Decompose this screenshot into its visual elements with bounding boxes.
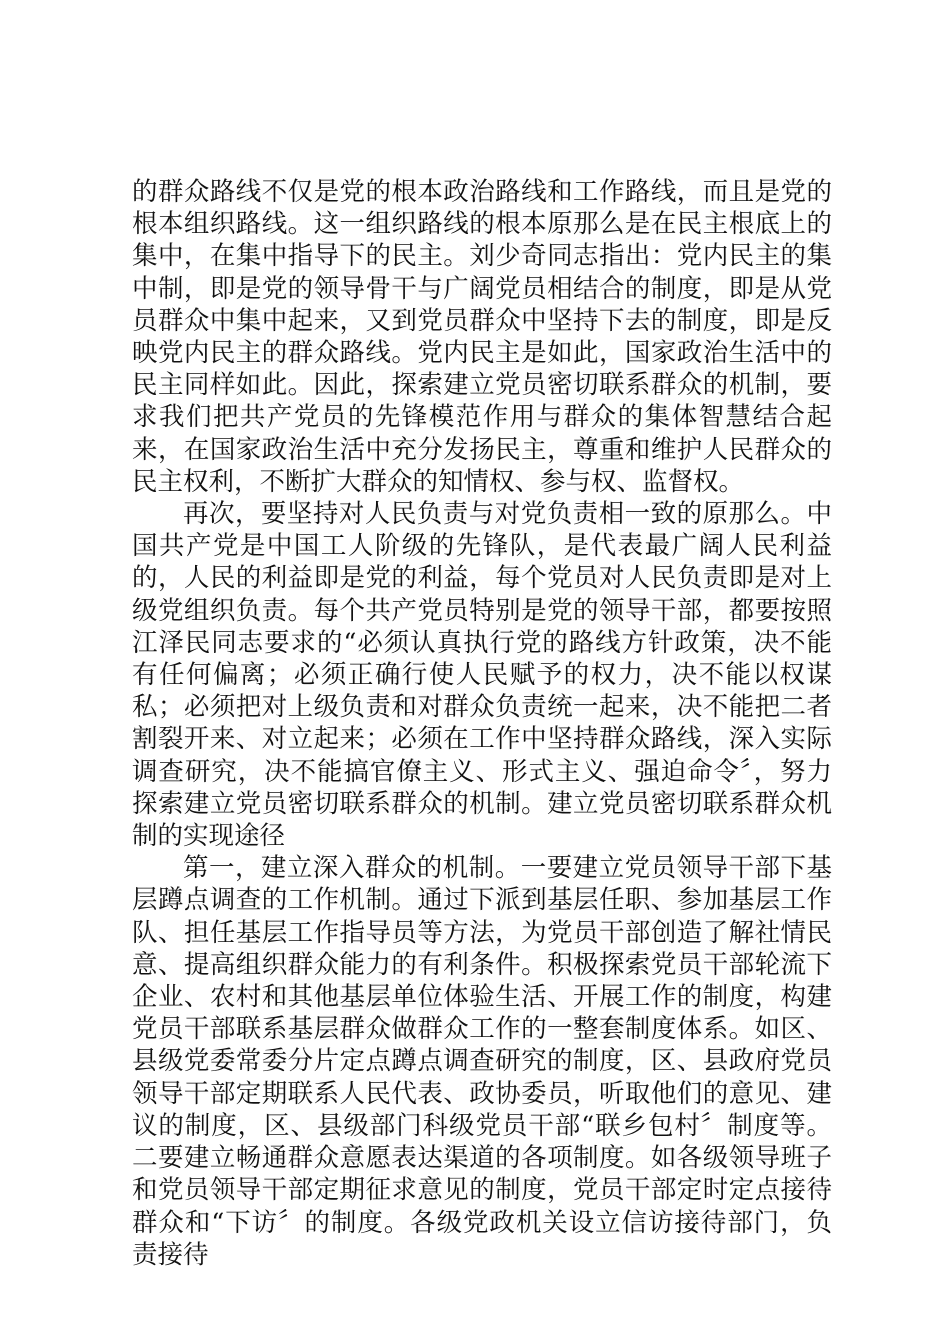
body-paragraph-2: 再次，要坚持对人民负责与对党负责相一致的原那么。中国共产党是中国工人阶级的先锋队，是代表最广阔人民利益的，人民的利益即是党的利益，每个党员对人民负责即是对上级党组织负责。每个共产党员特别是党的领导干部，都要按照江泽民同志要求的“必须认真执行党的路线方针政策，决不能有任何偏离；必须正确行使人民赋予的权力，决不能以权谋私；必须把对上级负责和对群众负责统一起来，决不能把二者割裂开来、对立起来；必须在工作中坚持群众路线，深入实际调查研究，决不能搞官僚主义、形式主义、强迫命令〞，努力探索建立党员密切联系群众的机制。建立党员密切联系群众机制的实现途径 [132,499,832,852]
body-paragraph-3: 第一，建立深入群众的机制。一要建立党员领导干部下基层蹲点调查的工作机制。通过下派到基层任职、参加基层工作队、担任基层工作指导员等方法，为党员干部创造了解社情民意、提高组织群众能力的有利条件。积极探索党员干部轮流下企业、农村和其他基层单位体验生活、开展工作的制度，构建党员干部联系基层群众做群众工作的一整套制度体系。如区、县级党委常委分片定点蹲点调查研究的制度，区、县政府党员领导干部定期联系人民代表、政协委员，听取他们的意见、建议的制度，区、县级部门科级党员干部“联乡包村〞制度等。二要建立畅通群众意愿表达渠道的各项制度。如各级领导班子和党员领导干部定期征求意见的制度，党员干部定时定点接待群众和“下访〞的制度。各级党政机关设立信访接待部门，负责接待 [132,853,832,1270]
document-body [132,176,832,1271]
body-paragraph-1: 的群众路线不仅是党的根本政治路线和工作路线，而且是党的根本组织路线。这一组织路线的根本原那么是在民主根底上的集中，在集中指导下的民主。刘少奇同志指出：党内民主的集中制，即是党的领导骨干与广阔党员相结合的制度，即是从党员群众中集中起来，又到党员群众中坚持下去的制度，即是反映党内民主的群众路线。党内民主是如此，国家政治生活中的民主同样如此。因此，探索建立党员密切联系群众的机制，要求我们把共产党员的先锋模范作用与群众的集体智慧结合起来，在国家政治生活中充分发扬民主，尊重和维护人民群众的民主权利，不断扩大群众的知情权、参与权、监督权。 [132,177,832,497]
